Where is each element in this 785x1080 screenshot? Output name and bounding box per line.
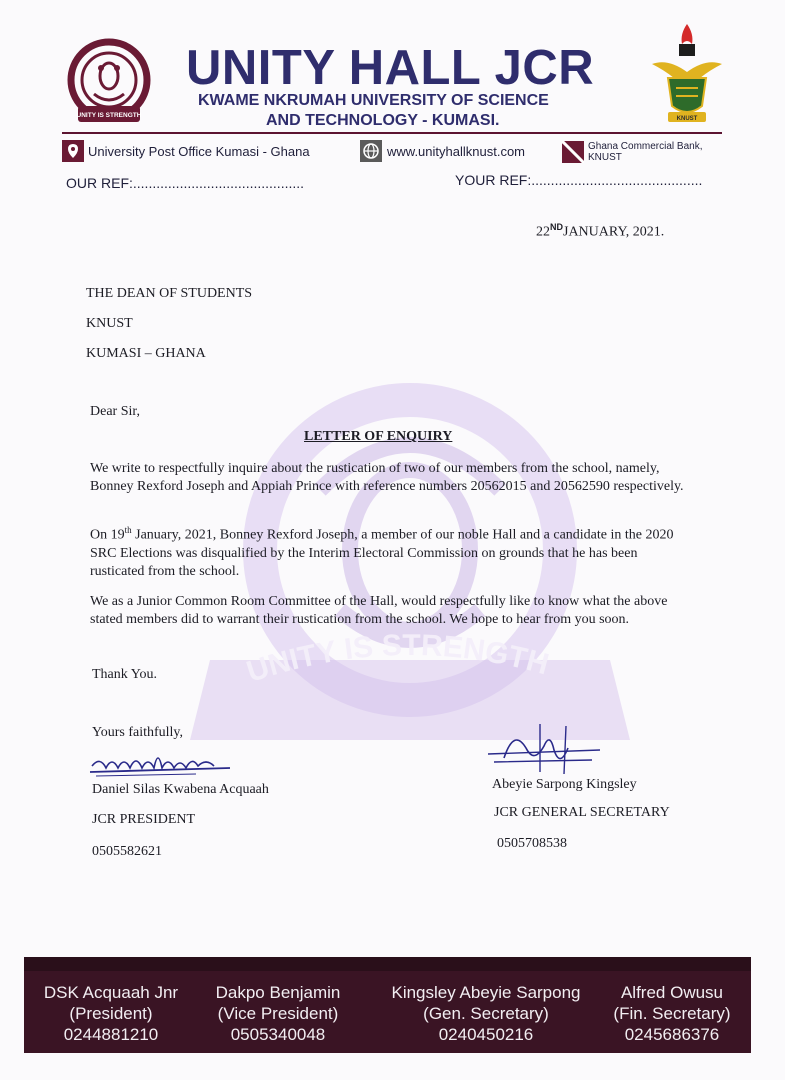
university-name-line2: AND TECHNOLOGY - KUMASI. (266, 112, 500, 129)
paragraph-date: On 19 (90, 527, 125, 543)
date-suffix: ND (550, 222, 563, 232)
paragraph-text: January, 2021, Bonney Rexford Joseph, a member of our noble Hall and a candidate in the 2020 SRC Elections was disqualified by the Interim Electoral Commission on grounds that he has been rusticated from the school. (90, 527, 674, 579)
location-pin-icon (62, 140, 84, 162)
executive-name: Alfred Owusu (620, 983, 724, 1002)
crest-motto: UNITY IS STRENGTH (76, 112, 142, 119)
footer-stripe (24, 957, 751, 971)
executive-card (598, 982, 746, 1045)
body-paragraph: We write to respectfully inquire about the rustication of two of our members from the school, namely, Bonney Rexford Joseph and Appiah Prince with reference numbers 20562015 and 20562590 respectively. (90, 461, 684, 494)
website-link[interactable]: www.unityhallknust.com (387, 143, 525, 159)
hall-title: UNITY HALL JCR (186, 41, 595, 95)
bank-branch: KNUST (588, 152, 622, 163)
executive-phone: 0245686376 (624, 1025, 720, 1044)
knust-crest-icon (648, 22, 726, 130)
svg-text:UNITY IS STRENGTH (243, 629, 552, 689)
secretary-phone: 0505708538 (497, 836, 567, 851)
letter-date (536, 218, 664, 242)
thanks-line: Thank You. (92, 667, 157, 682)
header-divider (62, 132, 722, 134)
secretary-name: Abeyie Sarpong Kingsley (492, 777, 637, 792)
university-name-line1: KWAME NKRUMAH UNIVERSITY OF SCIENCE (198, 92, 549, 109)
your-ref: YOUR REF:............................................ (455, 172, 703, 188)
globe-icon (360, 140, 382, 162)
body-paragraph (90, 521, 680, 581)
executive-card (30, 982, 192, 1045)
paragraph-date-suffix: th (124, 525, 132, 535)
address-text: University Post Office Kumasi - Ghana (88, 143, 310, 159)
contact-website (360, 140, 525, 162)
knust-crest-label: KNUST (676, 116, 698, 122)
executive-name: Kingsley Abeyie Sarpong (391, 983, 581, 1002)
contact-bank (562, 140, 703, 164)
recipient-line: KNUST (86, 316, 133, 331)
executive-role: (Gen. Secretary) (423, 1004, 549, 1023)
body-paragraph: We as a Junior Common Room Committee of the Hall, would respectfully like to know what the above stated members did to warrant their rustication from the school. We hope to hear from you soon. (90, 594, 668, 627)
president-name: Daniel Silas Kwabena Acquaah (92, 782, 269, 797)
president-signature (86, 742, 236, 784)
closing-line: Yours faithfully, (92, 725, 184, 740)
our-ref: OUR REF:............................................ (66, 175, 305, 191)
secretary-signature (484, 718, 604, 780)
letter-subject: LETTER OF ENQUIRY (304, 429, 453, 444)
executive-card (368, 982, 604, 1045)
recipient-line: KUMASI – GHANA (86, 346, 206, 361)
secretary-title: JCR GENERAL SECRETARY (494, 805, 670, 820)
bank-icon (562, 141, 584, 163)
salutation: Dear Sir, (90, 404, 140, 419)
president-title: JCR PRESIDENT (92, 812, 196, 827)
executive-phone: 0505340048 (230, 1025, 326, 1044)
bank-name: Ghana Commercial Bank, (588, 141, 703, 152)
president-phone: 0505582621 (92, 844, 162, 859)
recipient-line: THE DEAN OF STUDENTS (86, 286, 253, 301)
executive-card (198, 982, 358, 1045)
date-day: 22 (536, 224, 550, 240)
executive-name: Dakpo Benjamin (215, 983, 341, 1002)
executive-role: (President) (69, 1004, 153, 1023)
watermark-text: UNITY IS STRENGTH (242, 628, 553, 689)
executive-role: (Vice President) (217, 1004, 339, 1023)
executive-phone: 0240450216 (438, 1025, 534, 1044)
contact-address (62, 140, 310, 162)
date-month-year: JANUARY, 2021. (563, 224, 665, 240)
unity-hall-crest-icon (66, 36, 152, 128)
executive-role: (Fin. Secretary) (613, 1004, 731, 1023)
executive-phone: 0244881210 (63, 1025, 159, 1044)
executive-name: DSK Acquaah Jnr (43, 983, 179, 1002)
